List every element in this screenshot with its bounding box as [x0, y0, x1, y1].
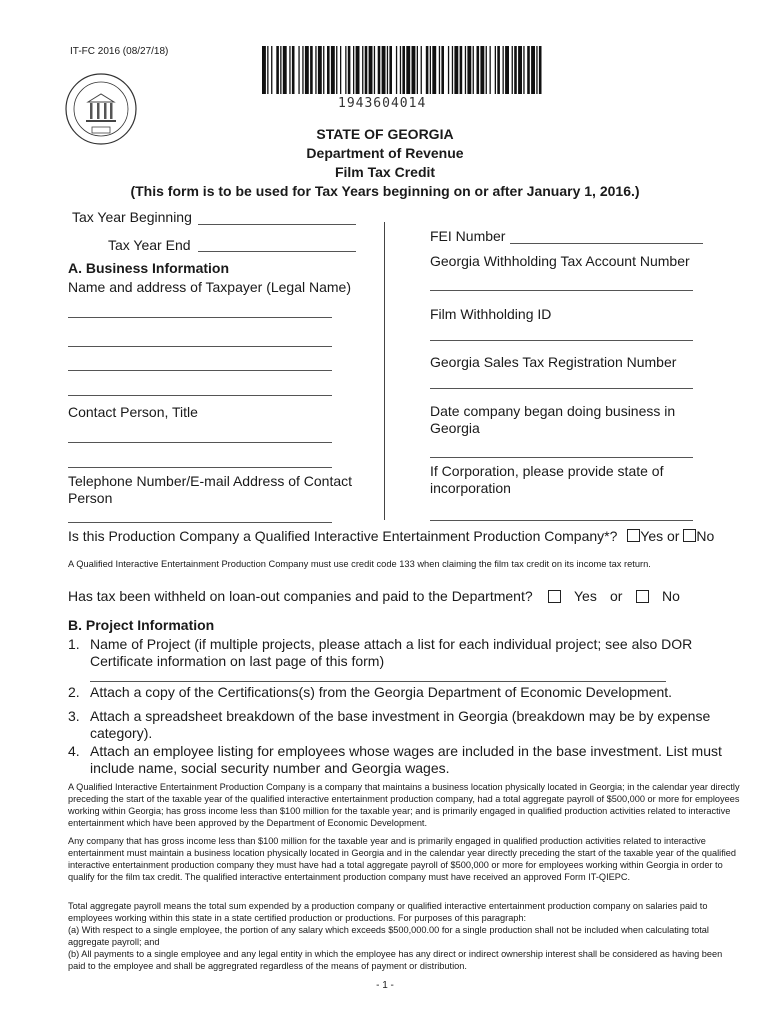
telephone-field[interactable] [68, 522, 332, 523]
fei-number-field[interactable] [510, 243, 703, 244]
footnote-1: A Qualified Interactive Entertainment Production Company is a company that maintains a business location physically located in Georgia; in the calendar year directly preceding the start of the taxable year of the qualified interactive entertainment production company, had a total aggregate payroll of $500,000 or more for employees working within Georgia; has gross income less than $100 million for the taxable year; and is primarily engaged in qualified production activities related to interactive entertainment which have been approved by the Department of Economic Development. [68, 782, 740, 828]
contact-person-field-1[interactable] [68, 442, 332, 443]
withholding-account-label: Georgia Withholding Tax Account Number [430, 253, 690, 269]
name-address-label: Name and address of Taxpayer (Legal Name) [68, 279, 352, 295]
loanout-or-label: or [610, 588, 623, 604]
section-a-heading: A. Business Information [68, 260, 230, 276]
sales-tax-label: Georgia Sales Tax Registration Number [430, 354, 677, 370]
date-began-field[interactable] [430, 457, 693, 458]
qiepc-question [68, 528, 714, 544]
name-address-field-4[interactable] [68, 395, 332, 396]
loanout-yes-label: Yes [574, 588, 597, 604]
fei-number-label: FEI Number [430, 228, 506, 244]
corporation-field[interactable] [430, 520, 693, 521]
form-note: (This form is to be used for Tax Years beginning on or after January 1, 2016.) [130, 183, 640, 199]
barcode-number: 1943604014 [338, 96, 427, 111]
page-number: - 1 - [376, 980, 394, 991]
column-divider [384, 222, 385, 520]
tax-year-end-label: Tax Year End [108, 237, 191, 253]
qiepc-question-text: Is this Production Company a Qualified Interactive Entertainment Production Company*? [68, 528, 618, 544]
state-heading: STATE OF GEORGIA [316, 126, 454, 142]
footnote-5: (b) All payments to a single employee and any legal entity in which the employee has any direct or indirect ownership interest shall be considered as having been paid to the employee and shall be aggregrated regardless of the means of payment or distribution. [68, 949, 723, 971]
tax-year-beginning-label: Tax Year Beginning [72, 209, 192, 225]
telephone-label-line2: Person [68, 490, 113, 506]
qiepc-yes-checkbox[interactable] [627, 529, 640, 542]
barcode-icon [262, 46, 544, 94]
corporation-label-line1: If Corporation, please provide state of [430, 463, 664, 479]
footnote-2: Any company that has gross income less than $100 million for the taxable year and is primarily engaged in qualified production activities related to interactive entertainment must maintain a business location physically located in Georgia and in the calendar year directly preceding the start of the taxable year of the qualified interactive entertainment production company they must have had a total aggregate payroll of $500,000 or more for employees working within Georgia in order to qualify for the film tax credit. The qualified interactive entertainment production company must have received an approved Form IT-QIEPC. [68, 836, 737, 882]
name-address-field-2[interactable] [68, 346, 332, 347]
form-id: IT-FC 2016 (08/27/18) [70, 46, 169, 57]
date-began-label-line2: Georgia [430, 420, 480, 436]
name-address-field-3[interactable] [68, 370, 332, 371]
loanout-yes-checkbox[interactable] [548, 590, 561, 603]
loanout-no-label: No [662, 588, 680, 604]
form-title: Film Tax Credit [334, 164, 436, 180]
qiepc-note: A Qualified Interactive Entertainment Production Company must use credit code 133 when claiming the film tax credit on its income tax return. [68, 559, 651, 569]
name-address-field-1[interactable] [68, 317, 332, 318]
tax-year-end-field[interactable] [198, 251, 356, 252]
contact-person-label: Contact Person, Title [68, 404, 198, 420]
film-withholding-id-field[interactable] [430, 340, 693, 341]
contact-person-field-2[interactable] [68, 467, 332, 468]
section-b-heading: B. Project Information [68, 617, 215, 633]
sales-tax-field[interactable] [430, 388, 693, 389]
telephone-label-line1: Telephone Number/E-mail Address of Contact [68, 473, 353, 489]
qiepc-yes-label: Yes or [640, 528, 680, 544]
footnote-3: Total aggregate payroll means the total sum expended by a production company or qualified interactive entertainment production company on salaries paid to employees working within this state in a state certified production or productions. For purposes of this paragraph: [68, 901, 708, 923]
tax-year-beginning-field[interactable] [198, 224, 356, 225]
footnote-4: (a) With respect to a single employee, the portion of any salary which exceeds $500,000.00 for a single production shall not be included when calculating total aggregate payroll; and [68, 925, 709, 947]
qiepc-no-label: No [696, 528, 715, 544]
qiepc-no-checkbox[interactable] [683, 529, 696, 542]
film-withholding-id-label: Film Withholding ID [430, 306, 552, 322]
department-heading: Department of Revenue [306, 145, 464, 161]
loanout-no-checkbox[interactable] [636, 590, 649, 603]
loanout-question: Has tax been withheld on loan-out companies and paid to the Department? [68, 588, 533, 604]
project-name-field[interactable] [90, 681, 666, 682]
corporation-label-line2: incorporation [430, 480, 511, 496]
withholding-account-field[interactable] [430, 290, 693, 291]
date-began-label-line1: Date company began doing business in [430, 403, 676, 419]
